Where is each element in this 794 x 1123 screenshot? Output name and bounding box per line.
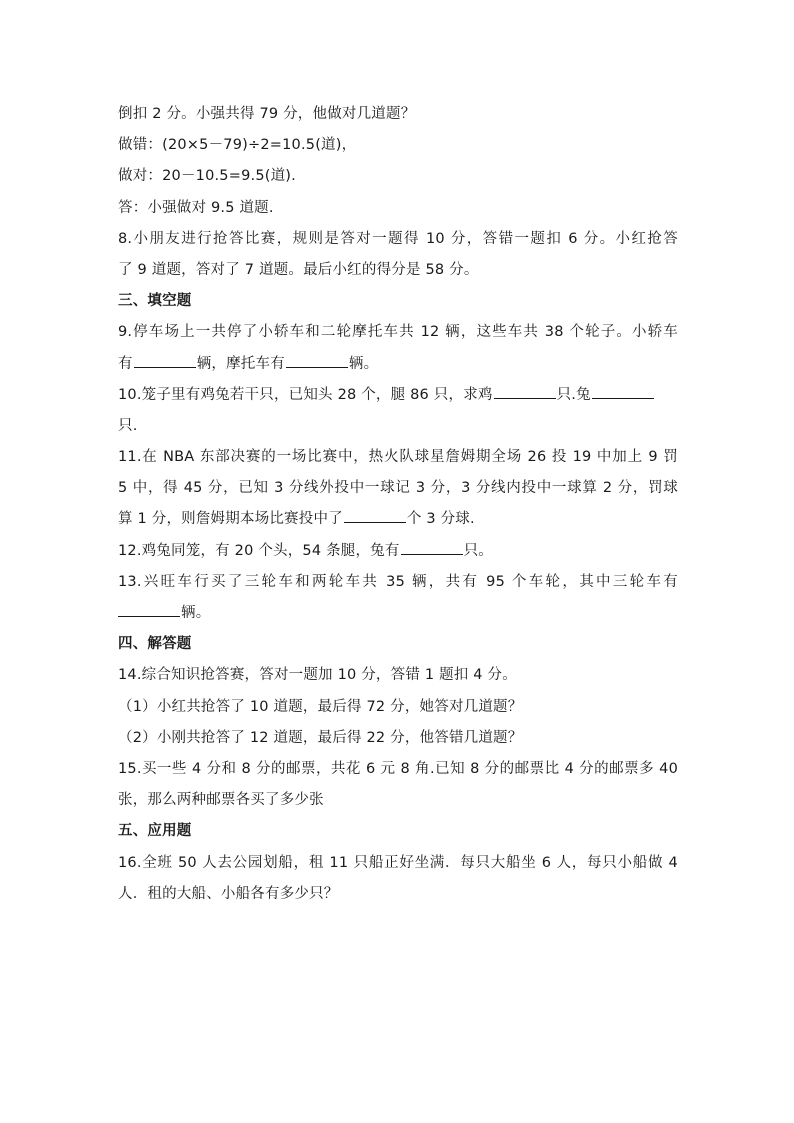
question-9-line-2	[118, 349, 678, 380]
text-line	[118, 161, 678, 192]
line-text: 只.	[118, 417, 138, 434]
line-text: 14.综合知识抢答赛，答对一题加 10 分，答错 1 题扣 4 分。	[118, 667, 517, 684]
line-text: 只.兔	[556, 386, 591, 403]
question-16-line-1	[118, 848, 678, 879]
text-line	[118, 99, 678, 130]
line-text: 13.兴旺车行买了三轮车和两轮车共 35 辆，共有 95 个车轮，其中三轮车有	[118, 573, 678, 590]
question-11-line-3	[118, 504, 678, 535]
answer-blank[interactable]	[344, 508, 406, 523]
question-13-line-1	[118, 567, 678, 598]
line-text: 做错：(20×5－79)÷2=10.5(道)，	[118, 137, 357, 154]
line-text: 16.全班 50 人去公园划船，租 11 只船正好坐满．每只大船坐 6 人，每只小船做 4	[118, 854, 678, 871]
line-text: 人．租的大船、小船各有多少只？	[118, 885, 339, 902]
section-heading-fill-blank	[118, 286, 678, 317]
text-line	[118, 130, 678, 161]
question-14-part-2	[118, 723, 678, 754]
question-13-line-2	[118, 598, 678, 629]
line-text: 5 中，得 45 分，已知 3 分线外投中一球记 3 分，3 分线内投中一球算 2 分，罚球	[118, 480, 678, 497]
line-text: 做对：20－10.5=9.5(道).	[118, 168, 296, 185]
section-heading-application	[118, 816, 678, 847]
document-body	[118, 99, 678, 910]
answer-blank[interactable]	[134, 353, 196, 368]
question-10-line-1	[118, 380, 678, 411]
line-text: 辆。	[181, 605, 211, 621]
heading-text: 五、应用题	[118, 823, 192, 840]
question-8-line-1	[118, 224, 678, 255]
line-text: 8.小朋友进行抢答比赛，规则是答对一题得 10 分，答错一题扣 6 分。小红抢答	[118, 230, 678, 247]
question-15-line-1	[118, 754, 678, 785]
text-line	[118, 193, 678, 224]
answer-blank[interactable]	[118, 602, 180, 617]
question-8-line-2	[118, 255, 678, 286]
line-text: 算 1 分，则詹姆期本场比赛投中了	[118, 511, 343, 528]
question-11-line-2	[118, 473, 678, 504]
question-16-line-2	[118, 879, 678, 910]
heading-text: 三、填空题	[118, 293, 192, 310]
line-text: 答：小强做对 9.5 道题.	[118, 199, 274, 216]
line-text: 个 3 分球.	[406, 511, 475, 528]
answer-blank[interactable]	[286, 353, 348, 368]
answer-blank[interactable]	[401, 540, 463, 555]
answer-blank[interactable]	[592, 384, 654, 399]
line-text: 12.鸡兔同笼，有 20 个头，54 条腿，兔有	[118, 542, 400, 559]
question-15-line-2	[118, 785, 678, 816]
question-14-part-1	[118, 692, 678, 723]
line-text: 10.笼子里有鸡兔若干只，已知头 28 个，腿 86 只，求鸡	[118, 386, 493, 403]
answer-blank[interactable]	[494, 384, 556, 399]
question-11-line-1	[118, 442, 678, 473]
line-text: 只。	[463, 542, 493, 559]
question-12-line-1	[118, 536, 678, 567]
line-text: 有	[118, 355, 133, 372]
line-text: 了 9 道题，答对了 7 道题。最后小红的得分是 58 分。	[118, 261, 479, 278]
line-text: 辆。	[348, 355, 379, 372]
heading-text: 四、解答题	[118, 636, 192, 653]
question-10-line-2	[118, 411, 678, 442]
question-9-line-1	[118, 317, 678, 348]
line-text: 倒扣 2 分。小强共得 79 分，他做对几道题？	[118, 106, 416, 122]
line-text: 辆，摩托车有	[196, 355, 285, 372]
line-text: 9.停车场上一共停了小轿车和二轮摩托车共 12 辆，这些车共 38 个轮子。小轿车	[118, 324, 678, 341]
question-14-line-1	[118, 660, 678, 691]
line-text: 11.在 NBA 东部决赛的一场比赛中，热火队球星詹姆期全场 26 投 19 中加上 9 罚	[118, 449, 678, 466]
line-text: （1）小红共抢答了 10 道题，最后得 72 分，她答对几道题？	[118, 698, 523, 715]
line-text: 15.买一些 4 分和 8 分的邮票，共花 6 元 8 角.已知 8 分的邮票比 4 分的邮票多 40	[118, 760, 678, 777]
line-text: 张，那么两种邮票各买了多少张	[118, 792, 324, 809]
line-text: （2）小刚共抢答了 12 道题，最后得 22 分，他答错几道题？	[118, 729, 523, 746]
section-heading-answer	[118, 629, 678, 660]
